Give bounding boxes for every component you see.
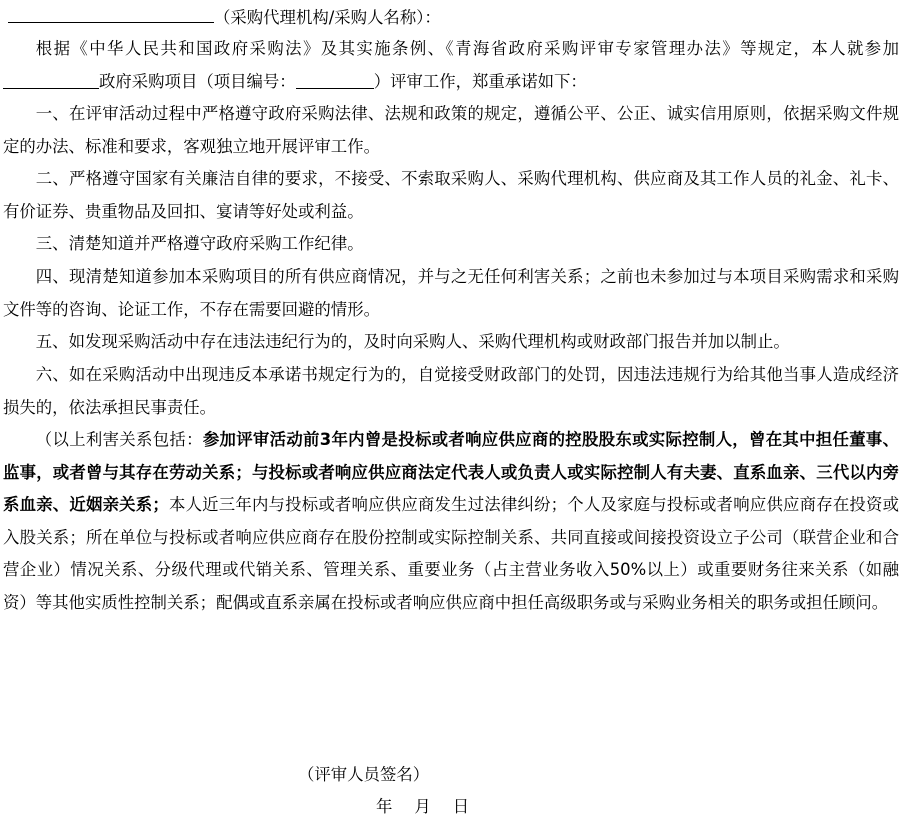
signature-label: （评审人员签名） <box>298 765 430 784</box>
commitment-item-2: 二、严格遵守国家有关廉洁自律的要求，不接受、不索取采购人、采购代理机构、供应商及其工作人员的礼金、礼卡、有价证券、贵重物品及回扣、宴请等好处或利益。 <box>3 169 899 221</box>
date-month: 月 <box>414 797 431 816</box>
intro-text-2: 政府采购项目（项目编号： <box>99 71 296 91</box>
addressee-suffix: （采购代理机构/采购人名称）： <box>214 8 441 27</box>
intro-text-3: ）评审工作，郑重承诺如下： <box>373 71 587 91</box>
intro-paragraph <box>3 33 899 98</box>
addressee-blank[interactable] <box>8 6 214 23</box>
note-bold-text: 参加评审活动前3年内曾是投标或者响应供应商的控股股东或实际控制人，曾在其中担任董事、监事，或者曾与其存在劳动关系；与投标或者响应供应商法定代表人或负责人或实际控制人有夫妻、直系血亲、三代以内旁系血亲、近姻亲关系； <box>3 430 900 515</box>
commitment-item-1: 一、在评审活动过程中严格遵守政府采购法律、法规和政策的规定，遵循公平、公正、诚实信用原则，依据采购文件规定的办法、标准和要求，客观独立地开展评审工作。 <box>3 104 899 156</box>
project-number-blank[interactable] <box>296 70 374 89</box>
note-prefix: （以上利害关系包括： <box>35 430 203 449</box>
interest-relation-note <box>3 424 899 620</box>
commitment-item-4: 四、现清楚知道参加本采购项目的所有供应商情况，并与之无任何利害关系；之前也未参加过与本项目采购需求和采购文件等的咨询、论证工作，不存在需要回避的情形。 <box>3 267 899 319</box>
commitment-item-3: 三、清楚知道并严格遵守政府采购工作纪律。 <box>35 234 364 253</box>
date-year: 年 <box>376 797 393 816</box>
project-name-blank[interactable] <box>3 70 99 89</box>
date-line <box>376 796 469 818</box>
addressee-line <box>8 6 441 29</box>
date-day: 日 <box>452 797 470 816</box>
note-rest-text: 本人近三年内与投标或者响应供应商发生过法律纠纷；个人及家庭与投标或者响应供应商存在投资或入股关系；所在单位与投标或者响应供应商存在股份控制或实际控制关系、共同直接或间接投资设立子公司（联营企业和合营企业）情况关系、分级代理或代销关系、管理关系、重要业务（占主营业务收入50%以上）或重要财务往来关系（如融资）等其他实质性控制关系；配偶或直系亲属在投标或者响应供应商中担任高级职务或与采购业务相关的职务或担任顾问。 <box>3 495 900 612</box>
commitment-item-6: 六、如在采购活动中出现违反本承诺书规定行为的，自觉接受财政部门的处罚，因违法违规行为给其他当事人造成经济损失的，依法承担民事责任。 <box>3 365 899 417</box>
intro-text-1: 根据《中华人民共和国政府采购法》及其实施条例、《青海省政府采购评审专家管理办法》等规定，本人就参加 <box>35 39 899 58</box>
commitment-item-5: 五、如发现采购活动中存在违法违纪行为的，及时向采购人、采购代理机构或财政部门报告并加以制止。 <box>35 332 790 351</box>
